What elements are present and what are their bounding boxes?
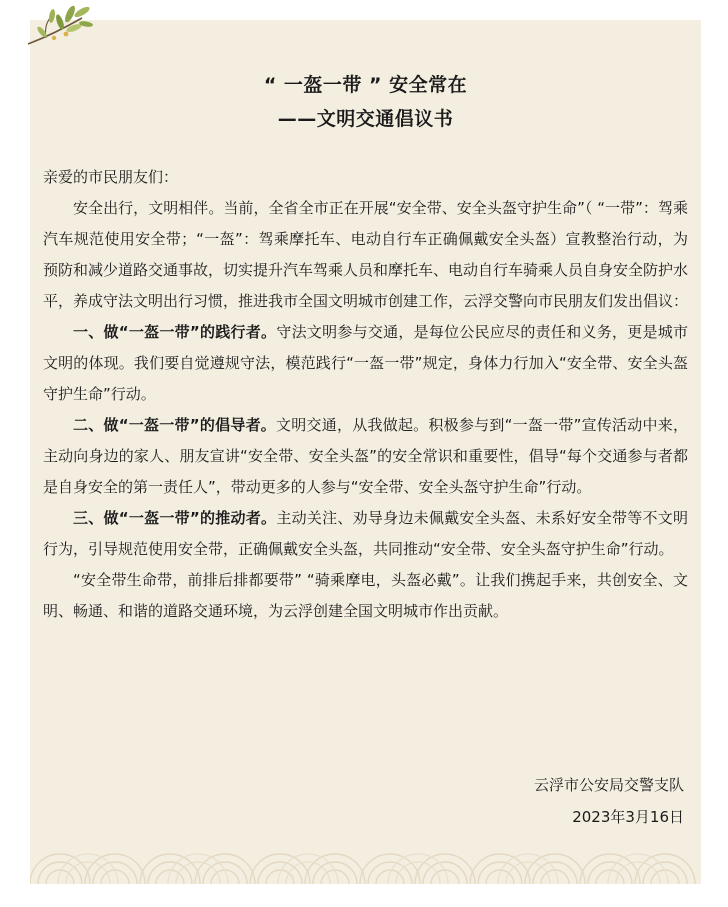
title-line-2: ——文明交通倡议书	[277, 108, 454, 130]
letter-body	[43, 162, 688, 627]
section-2	[43, 410, 688, 503]
section-3-text: 主动关注、劝导身边未佩戴安全头盔、未系好安全带等不文明行为，引导规范使用安全带，正确佩戴安全头盔，共同推动“安全带、安全头盔守护生命”行动。	[43, 509, 688, 558]
signature-org: 云浮市公安局交警支队	[533, 776, 684, 794]
wave-pattern-icon	[30, 846, 701, 884]
section-3-heading: 三、做“一盔一带”的推动者。	[73, 509, 277, 527]
olive-branch-icon	[24, 4, 104, 50]
section-2-text: 文明交通，从我做起。积极参与到“一盔一带”宣传活动中来，主动向身边的家人、朋友宣讲“安全带、安全头盔”的安全常识和重要性，倡导“每个交通参与者都是自身安全的第一责任人”，带动更多的人参与“安全带、安全头盔守护生命”行动。	[43, 416, 689, 496]
intro-paragraph: 安全出行，文明相伴。当前，全省全市正在开展“安全带、安全头盔守护生命”（ “一带”：驾乘汽车规范使用安全带；“一盔”：驾乘摩托车、电动自行车正确佩戴安全头盔）宣教整治行动，为预防和减少道路交通事故，切实提升汽车驾乘人员和摩托车、电动自行车骑乘人员自身安全防护水平，养成守法文明出行习惯，推进我市全国文明城市创建工作，云浮交警向市民朋友们发出倡议：	[43, 199, 689, 310]
salutation: 亲爱的市民朋友们：	[43, 168, 179, 186]
section-1	[43, 317, 688, 410]
closing-paragraph: “安全带生命带，前排后排都要带” “骑乘摩电，头盔必戴”。让我们携起手来，共创安全、文明、畅通、和谐的道路交通环境，为云浮创建全国文明城市作出贡献。	[43, 571, 688, 620]
section-1-text: 守法文明参与交通，是每位公民应尽的责任和义务，更是城市文明的体现。我们要自觉遵规守法，模范践行“一盔一带”规定，身体力行加入“安全带、安全头盔守护生命”行动。	[43, 323, 688, 403]
section-3	[43, 503, 688, 565]
section-2-heading: 二、做“一盔一带”的倡导者。	[73, 416, 277, 434]
signature-date: 2023年3月16日	[572, 808, 684, 826]
section-1-heading: 一、做“一盔一带”的践行者。	[73, 323, 277, 341]
title-line-1: “ 一盔一带 ” 安全常在	[263, 74, 468, 96]
